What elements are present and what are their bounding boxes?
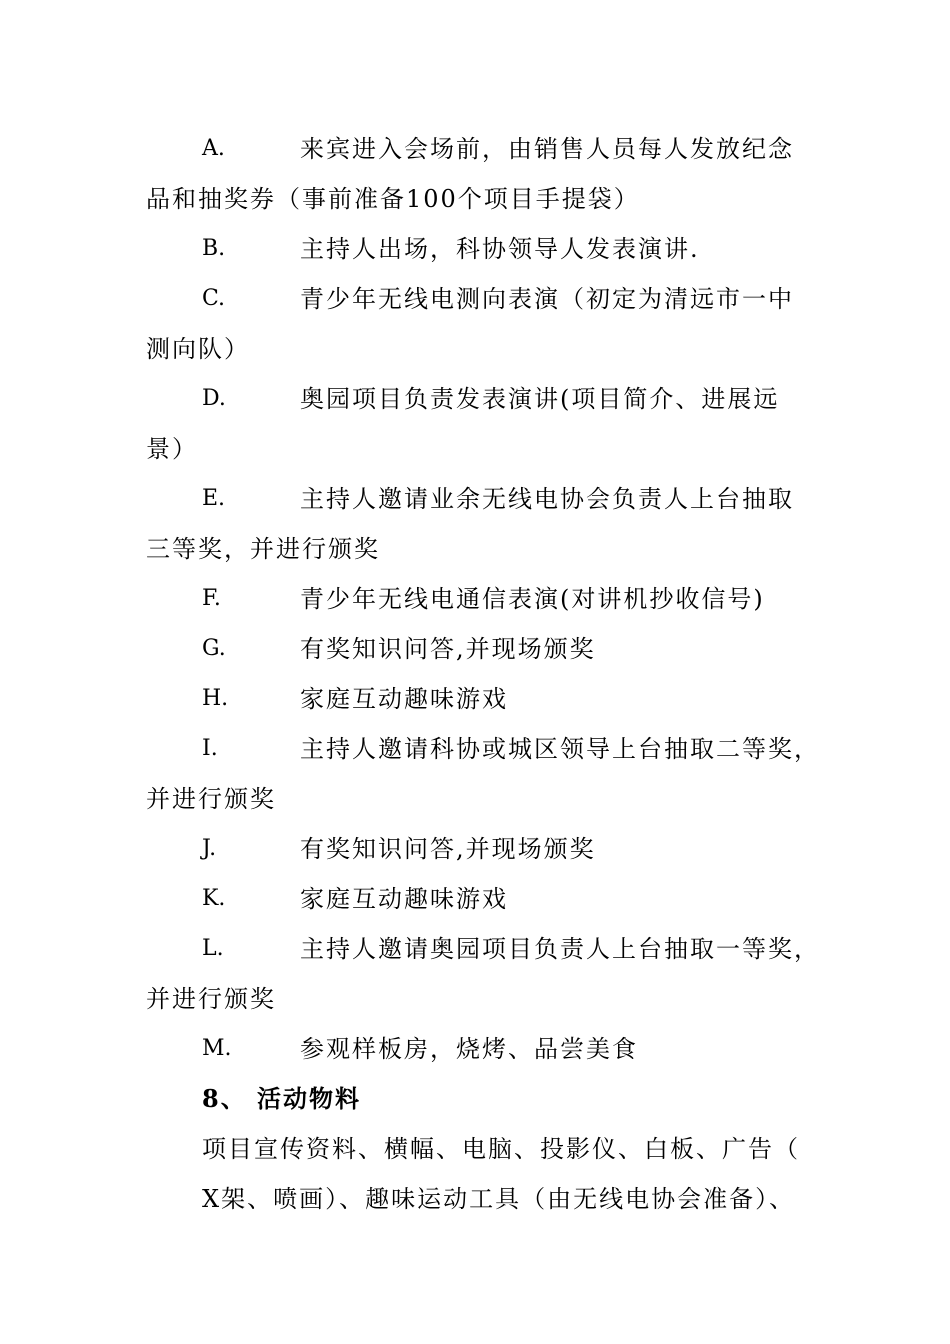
item-i-line1: 主持人邀请科协或城区领导上台抽取二等奖， [300,735,820,763]
item-marker-c: C. [202,286,226,311]
item-m-line1: 参观样板房，烧烤、品尝美食 [300,1035,638,1063]
item-b-line1: 主持人出场，科协领导人发表演讲. [300,235,700,263]
item-a-line2: 品和抽奖券（事前准备100个项目手提袋） [146,185,640,213]
item-j-line1: 有奖知识问答,并现场颁奖 [300,835,596,863]
item-marker-i: I. [202,736,218,761]
item-marker-m: M. [202,1036,232,1061]
item-marker-b: B. [202,236,226,261]
item-marker-h: H. [202,686,229,711]
item-l-line1: 主持人邀请奥园项目负责人上台抽取一等奖， [300,935,820,963]
item-marker-e: E. [202,486,226,511]
item-marker-k: K. [202,886,226,911]
item-h-line1: 家庭互动趣味游戏 [300,685,508,713]
item-l-line2: 并进行颁奖 [146,985,276,1013]
item-i-line2: 并进行颁奖 [146,785,276,813]
item-a-line1: 来宾进入会场前，由销售人员每人发放纪念 [300,135,794,163]
item-marker-j: J. [202,836,217,861]
section-8-para-line2: X架、喷画）、趣味运动工具（由无线电协会准备）、 [202,1185,796,1213]
section-8-para-line1: 项目宣传资料、横幅、电脑、投影仪、白板、广告（ [202,1135,800,1163]
item-marker-g: G. [202,636,226,661]
item-marker-d: D. [202,386,226,411]
item-f-line1: 青少年无线电通信表演(对讲机抄收信号) [300,585,765,613]
item-marker-f: F. [202,586,221,611]
item-g-line1: 有奖知识问答,并现场颁奖 [300,635,596,663]
item-e-line2: 三等奖，并进行颁奖 [146,535,380,563]
item-c-line1: 青少年无线电测向表演（初定为清远市一中 [300,285,794,313]
section-8-heading: 8、 活动物料 [202,1084,362,1113]
item-marker-l: L. [202,936,224,961]
item-c-line2: 测向队） [146,335,250,363]
item-e-line1: 主持人邀请业余无线电协会负责人上台抽取 [300,485,794,513]
item-k-line1: 家庭互动趣味游戏 [300,885,508,913]
item-d-line2: 景） [146,435,198,463]
item-d-line1: 奥园项目负责发表演讲(项目简介、进展远 [300,385,780,413]
item-marker-a: A. [202,136,225,161]
